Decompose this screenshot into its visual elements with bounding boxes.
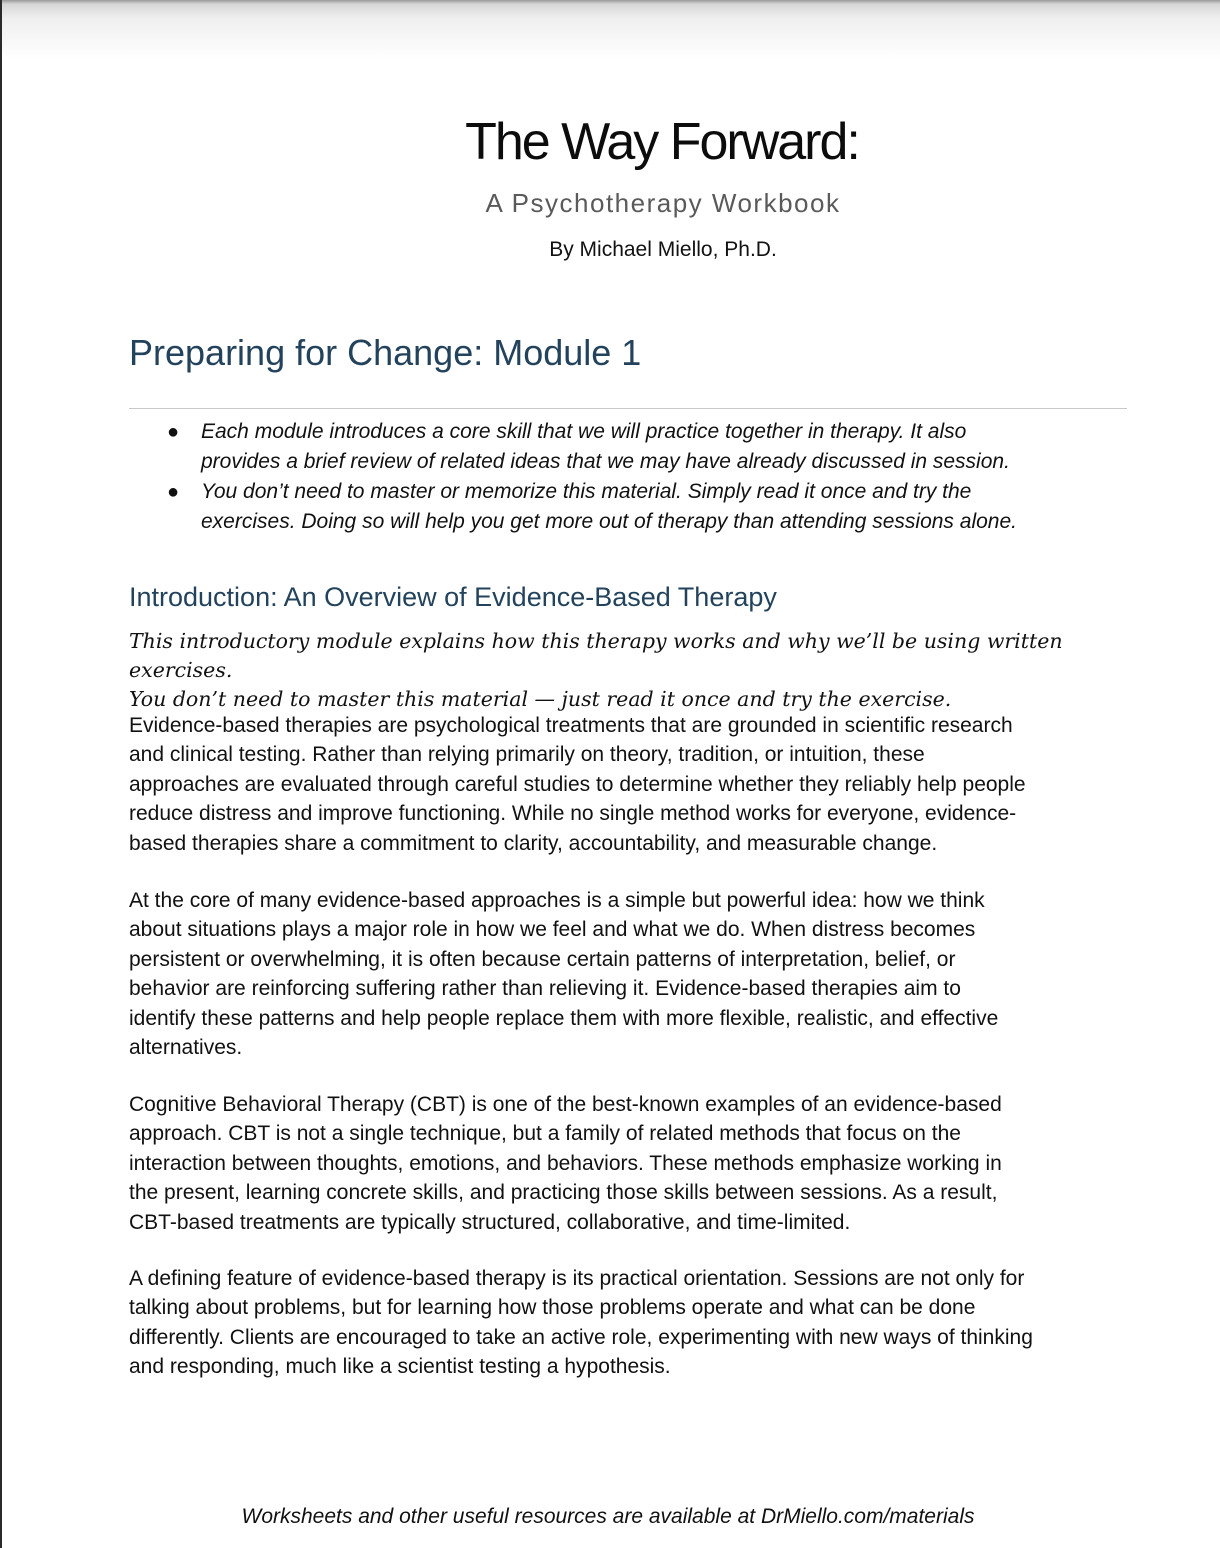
paragraph-line: behavior are reinforcing suffering rather than relieving it. Evidence-based therapies aim to <box>129 977 961 1001</box>
body-paragraph-3 <box>129 1090 1129 1237</box>
paragraph-line: about situations plays a major role in how we feel and what we do. When distress becomes <box>129 918 976 942</box>
lede-line: This introductory module explains how this therapy works and why we’ll be using written exercises. <box>129 629 1063 682</box>
module-bullet-list <box>162 417 1127 537</box>
bullet-line: Each module introduces a core skill that we will practice together in therapy. It also <box>201 420 967 443</box>
paragraph-line: differently. Clients are encouraged to take an active role, experimenting with new ways of thinking <box>129 1325 1033 1349</box>
bullet-line: You don’t need to master or memorize this material. Simply read it once and try the <box>201 480 972 503</box>
page-footer: Worksheets and other useful resources are available at DrMiello.com/materials <box>241 1505 975 1528</box>
paragraph-line: talking about problems, but for learning how those problems operate and what can be done <box>129 1296 976 1320</box>
bullet-item <box>162 417 1127 477</box>
document-author: By Michael Miello, Ph.D. <box>549 238 777 261</box>
paragraph-line: the present, learning concrete skills, and practicing those skills between sessions. As a result, <box>129 1181 998 1205</box>
lede-line: You don’t need to master this material — just read it once and try the exercise. <box>129 687 952 711</box>
paragraph-line: identify these patterns and help people replace them with more flexible, realistic, and effective <box>129 1006 999 1030</box>
body-paragraph-1 <box>129 711 1129 858</box>
introduction-heading: Introduction: An Overview of Evidence-Based Therapy <box>129 582 777 612</box>
paragraph-line: At the core of many evidence-based approaches is a simple but powerful idea: how we think <box>129 889 985 912</box>
module-heading: Preparing for Change: Module 1 <box>129 332 642 373</box>
paragraph-line: A defining feature of evidence-based therapy is its practical orientation. Sessions are not only for <box>129 1267 1025 1290</box>
paragraph-line: approaches are evaluated through careful studies to determine whether they reliably help people <box>129 772 1026 796</box>
paragraph-line: alternatives. <box>129 1036 243 1060</box>
paragraph-line: interaction between thoughts, emotions, and behaviors. These methods emphasize working in <box>129 1151 1002 1175</box>
bullet-item <box>162 477 1127 537</box>
paragraph-line: and responding, much like a scientist testing a hypothesis. <box>129 1355 671 1379</box>
paragraph-line: based therapies share a commitment to clarity, accountability, and measurable change. <box>129 831 938 855</box>
document-title: The Way Forward: <box>465 113 859 171</box>
page-top-shadow <box>2 0 1220 60</box>
body-paragraph-4 <box>129 1264 1129 1382</box>
bullet-dot-icon: ● <box>167 481 180 503</box>
paragraph-line: approach. CBT is not a single technique, but a family of related methods that focus on the <box>129 1122 961 1146</box>
paragraph-line: Evidence-based therapies are psychological treatments that are grounded in scientific research <box>129 714 1013 737</box>
paragraph-line: persistent or overwhelming, it is often because certain patterns of interpretation, belief, or <box>129 947 956 971</box>
bullet-line: provides a brief review of related ideas that we may have already discussed in session. <box>201 450 1010 473</box>
paragraph-line: CBT-based treatments are typically structured, collaborative, and time-limited. <box>129 1210 851 1234</box>
introduction-lede <box>129 627 1129 714</box>
bullet-dot-icon: ● <box>167 421 180 443</box>
body-paragraph-2 <box>129 886 1129 1062</box>
paragraph-line: and clinical testing. Rather than relying primarily on theory, tradition, or intuition, these <box>129 743 925 767</box>
bullet-line: exercises. Doing so will help you get more out of therapy than attending sessions alone. <box>201 510 1017 533</box>
paragraph-line: Cognitive Behavioral Therapy (CBT) is one of the best-known examples of an evidence-based <box>129 1093 1002 1116</box>
document-subtitle: A Psychotherapy Workbook <box>485 188 841 218</box>
heading-divider <box>129 408 1127 409</box>
paragraph-line: reduce distress and improve functioning. While no single method works for everyone, evidence- <box>129 802 1017 826</box>
